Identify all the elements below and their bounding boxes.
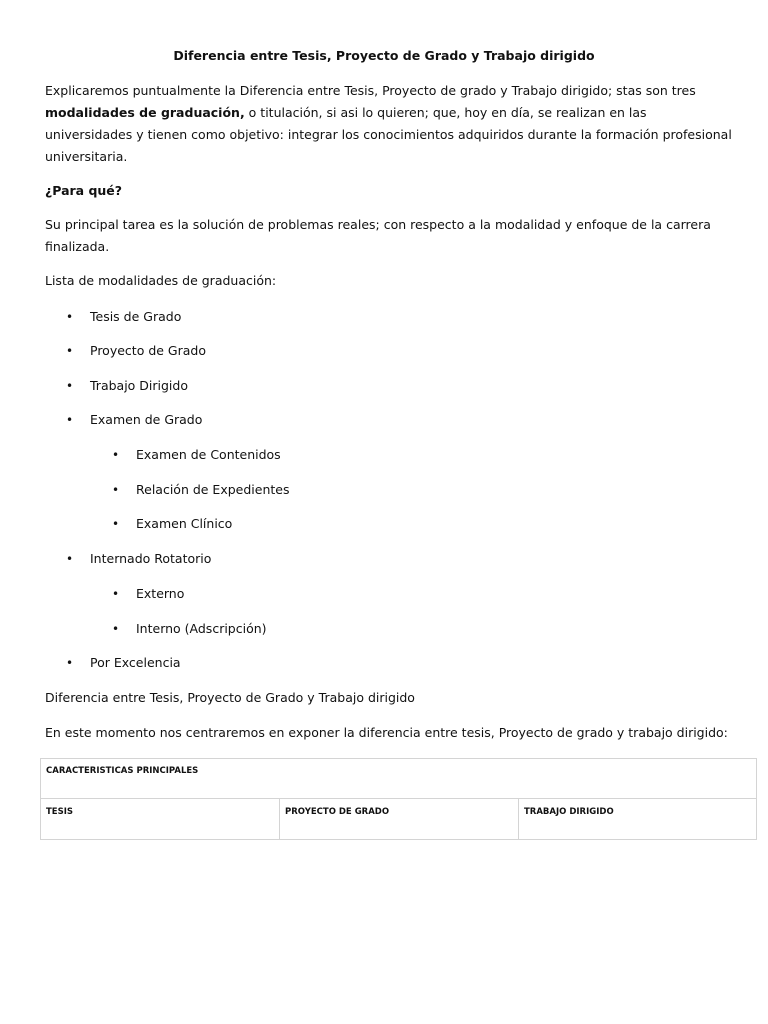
bullet-icon: • <box>112 587 120 601</box>
list-intro: Lista de modalidades de graduación: <box>45 273 277 288</box>
section-subheading: Diferencia entre Tesis, Proyecto de Grado y Trabajo dirigido <box>45 690 415 705</box>
list-item-label: Internado Rotatorio <box>90 551 212 566</box>
column-header-proyecto: PROYECTO DE GRADO <box>285 807 390 817</box>
intro-bold-text: modalidades de graduación, <box>45 105 245 120</box>
intro-paragraph <box>45 80 735 168</box>
list-item-label: Trabajo Dirigido <box>90 378 188 393</box>
bullet-icon: • <box>66 379 74 393</box>
intro-text-end: o titulación, si asi lo quieren; que, hoy en día, se realizan en las universidades y tienen como objetivo: integrar los conocimientos adquiridos durante la formación profesional universitaria. <box>45 105 732 164</box>
table-intro: En este momento nos centraremos en exponer la diferencia entre tesis, Proyecto de grado y trabajo dirigido: <box>45 725 728 740</box>
bullet-icon: • <box>112 483 120 497</box>
list-item-label: Por Excelencia <box>90 655 181 670</box>
document-title: Diferencia entre Tesis, Proyecto de Grado y Trabajo dirigido <box>173 48 595 63</box>
list-item-label: Examen de Contenidos <box>136 447 281 462</box>
bullet-icon: • <box>66 552 74 566</box>
column-header-trabajo: TRABAJO DIRIGIDO <box>524 807 614 817</box>
purpose-paragraph: Su principal tarea es la solución de problemas reales; con respecto a la modalidad y enfoque de la carrera finalizada. <box>45 217 711 254</box>
bullet-icon: • <box>66 310 74 324</box>
bullet-icon: • <box>66 413 74 427</box>
list-item-label: Examen Clínico <box>136 516 233 531</box>
list-item-label: Tesis de Grado <box>90 309 182 324</box>
bullet-icon: • <box>112 517 120 531</box>
bullet-icon: • <box>66 344 74 358</box>
bullet-icon: • <box>112 448 120 462</box>
table-header-cell: CARACTERISTICAS PRINCIPALES <box>46 766 199 776</box>
intro-text-start: Explicaremos puntualmente la Diferencia entre Tesis, Proyecto de grado y Trabajo dirigido; stas son tres <box>45 83 696 98</box>
list-item-label: Proyecto de Grado <box>90 343 206 358</box>
column-header-tesis: TESIS <box>46 807 74 817</box>
characteristics-table <box>40 758 757 840</box>
para-que-heading: ¿Para qué? <box>45 183 123 198</box>
table-header-row <box>41 759 756 799</box>
bullet-icon: • <box>66 656 74 670</box>
list-item-label: Examen de Grado <box>90 412 203 427</box>
list-item-label: Externo <box>136 586 185 601</box>
list-item-label: Interno (Adscripción) <box>136 621 267 636</box>
bullet-icon: • <box>112 622 120 636</box>
list-item-label: Relación de Expedientes <box>136 482 290 497</box>
